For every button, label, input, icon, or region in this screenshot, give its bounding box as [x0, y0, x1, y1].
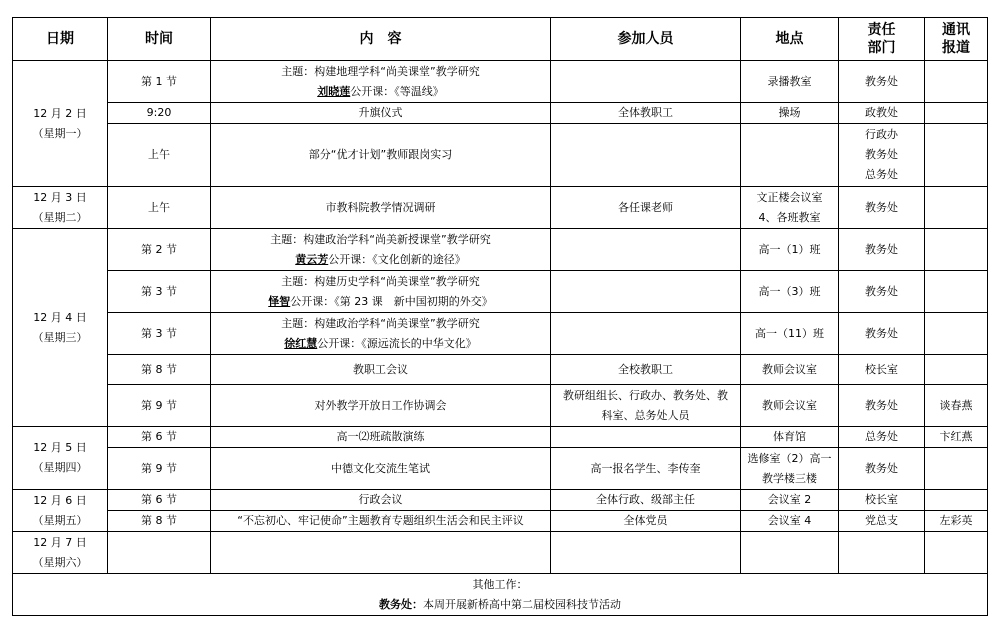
table-row — [13, 511, 988, 532]
speaker-name: 怿智 — [268, 294, 291, 308]
content-cell: 教职工会议 — [211, 355, 551, 385]
location-cell: 文正楼会议室 4、各班教室 — [741, 187, 839, 229]
location-cell: 选修室（2）高一 教学楼三楼 — [741, 448, 839, 490]
attendees-cell — [551, 313, 741, 355]
table-row — [13, 229, 988, 271]
time-cell: 第 9 节 — [108, 385, 211, 427]
dept-text: 本周开展新桥高中第二届校园科技节活动 — [423, 597, 621, 611]
time-cell — [108, 532, 211, 574]
time-cell: 第 6 节 — [108, 490, 211, 511]
dept-cell: 行政办 教务处 总务处 — [839, 124, 925, 187]
location-cell: 教师会议室 — [741, 355, 839, 385]
content-cell: “不忘初心、牢记使命”主题教育专题组织生活会和民主评议 — [211, 511, 551, 532]
dept-label: 教务处： — [379, 597, 423, 611]
location-cell: 录播教室 — [741, 61, 839, 103]
content-cell: 升旗仪式 — [211, 103, 551, 124]
table-row — [13, 490, 988, 511]
location-cell: 体育馆 — [741, 427, 839, 448]
time-cell: 第 8 节 — [108, 355, 211, 385]
location-cell — [741, 532, 839, 574]
location-cell: 高一（3）班 — [741, 271, 839, 313]
attendees-cell — [551, 532, 741, 574]
dept-cell: 教务处 — [839, 61, 925, 103]
dept-cell: 政教处 — [839, 103, 925, 124]
dept-cell: 教务处 — [839, 229, 925, 271]
time-cell: 第 3 节 — [108, 271, 211, 313]
attendees-cell: 全体教职工 — [551, 103, 741, 124]
content-cell: 主题：构建政治学科“尚美新授课堂”教学研究 黄云芳公开课：《文化创新的途径》 — [211, 229, 551, 271]
table-row — [13, 448, 988, 490]
report-cell — [925, 490, 988, 511]
header-content: 内 容 — [211, 18, 551, 61]
table-row — [13, 124, 988, 187]
other-work-note: 其他工作： 教务处：本周开展新桥高中第二届校园科技节活动 — [13, 574, 988, 616]
location-cell — [741, 124, 839, 187]
report-cell — [925, 103, 988, 124]
attendees-cell — [551, 124, 741, 187]
time-cell: 上午 — [108, 124, 211, 187]
dept-cell: 教务处 — [839, 313, 925, 355]
report-cell: 左彩英 — [925, 511, 988, 532]
table-row — [13, 427, 988, 448]
report-cell — [925, 187, 988, 229]
report-cell — [925, 313, 988, 355]
schedule-table — [12, 17, 988, 616]
time-cell: 9:20 — [108, 103, 211, 124]
attendees-cell — [551, 427, 741, 448]
table-row — [13, 103, 988, 124]
content-cell — [211, 532, 551, 574]
content-cell: 主题：构建政治学科“尚美课堂”教学研究 徐红慧公开课：《源远流长的中华文化》 — [211, 313, 551, 355]
time-cell: 第 9 节 — [108, 448, 211, 490]
header-row — [13, 18, 988, 61]
table-row — [13, 355, 988, 385]
table-row — [13, 61, 988, 103]
attendees-cell: 各任课老师 — [551, 187, 741, 229]
content-cell: 行政会议 — [211, 490, 551, 511]
dept-cell: 教务处 — [839, 271, 925, 313]
table-row — [13, 271, 988, 313]
time-cell: 第 6 节 — [108, 427, 211, 448]
report-cell — [925, 532, 988, 574]
date-cell: 12 月 5 日 （星期四） — [13, 427, 108, 490]
report-cell — [925, 124, 988, 187]
dept-cell: 校长室 — [839, 355, 925, 385]
date-cell: 12 月 2 日 （星期一） — [13, 61, 108, 187]
footer-row — [13, 574, 988, 616]
dept-cell: 教务处 — [839, 385, 925, 427]
attendees-cell — [551, 271, 741, 313]
table-row — [13, 532, 988, 574]
content-cell: 主题：构建地理学科“尚美课堂”教学研究 刘晓莲公开课：《等温线》 — [211, 61, 551, 103]
location-cell: 会议室 2 — [741, 490, 839, 511]
header-report: 通讯 报道 — [925, 18, 988, 61]
header-date: 日期 — [13, 18, 108, 61]
time-cell: 第 3 节 — [108, 313, 211, 355]
location-cell: 会议室 4 — [741, 511, 839, 532]
location-cell: 教师会议室 — [741, 385, 839, 427]
attendees-cell — [551, 61, 741, 103]
report-cell — [925, 229, 988, 271]
content-cell: 部分“优才计划”教师跟岗实习 — [211, 124, 551, 187]
attendees-cell — [551, 229, 741, 271]
location-cell: 操场 — [741, 103, 839, 124]
date-cell: 12 月 6 日 （星期五） — [13, 490, 108, 532]
report-cell: 卞红燕 — [925, 427, 988, 448]
content-cell: 市教科院教学情况调研 — [211, 187, 551, 229]
report-cell — [925, 448, 988, 490]
dept-cell: 党总支 — [839, 511, 925, 532]
time-cell: 上午 — [108, 187, 211, 229]
header-attendees: 参加人员 — [551, 18, 741, 61]
content-cell: 主题：构建历史学科“尚美课堂”教学研究 怿智公开课：《第 23 课 新中国初期的外交》 — [211, 271, 551, 313]
dept-cell: 教务处 — [839, 187, 925, 229]
date-cell: 12 月 7 日 （星期六） — [13, 532, 108, 574]
table-row — [13, 187, 988, 229]
header-time: 时间 — [108, 18, 211, 61]
report-cell — [925, 61, 988, 103]
table-row — [13, 385, 988, 427]
speaker-name: 刘晓莲 — [317, 84, 351, 98]
date-cell: 12 月 4 日 （星期三） — [13, 229, 108, 427]
speaker-name: 黄云芳 — [295, 252, 329, 266]
time-cell: 第 2 节 — [108, 229, 211, 271]
attendees-cell: 全体党员 — [551, 511, 741, 532]
content-cell: 高一⑵班疏散演练 — [211, 427, 551, 448]
table-row — [13, 313, 988, 355]
header-location: 地点 — [741, 18, 839, 61]
content-cell: 对外教学开放日工作协调会 — [211, 385, 551, 427]
attendees-cell: 教研组组长、行政办、教务处、教 科室、总务处人员 — [551, 385, 741, 427]
location-cell: 高一（1）班 — [741, 229, 839, 271]
attendees-cell: 全体行政、级部主任 — [551, 490, 741, 511]
location-cell: 高一（11）班 — [741, 313, 839, 355]
dept-cell: 总务处 — [839, 427, 925, 448]
header-dept: 责任 部门 — [839, 18, 925, 61]
speaker-name: 徐红慧 — [284, 336, 318, 350]
dept-cell: 教务处 — [839, 448, 925, 490]
time-cell: 第 8 节 — [108, 511, 211, 532]
content-cell: 中德文化交流生笔试 — [211, 448, 551, 490]
time-cell: 第 1 节 — [108, 61, 211, 103]
attendees-cell: 高一报名学生、李传奎 — [551, 448, 741, 490]
date-cell: 12 月 3 日 （星期二） — [13, 187, 108, 229]
dept-cell: 校长室 — [839, 490, 925, 511]
dept-cell — [839, 532, 925, 574]
report-cell — [925, 271, 988, 313]
attendees-cell: 全校教职工 — [551, 355, 741, 385]
report-cell — [925, 355, 988, 385]
report-cell: 谈春燕 — [925, 385, 988, 427]
